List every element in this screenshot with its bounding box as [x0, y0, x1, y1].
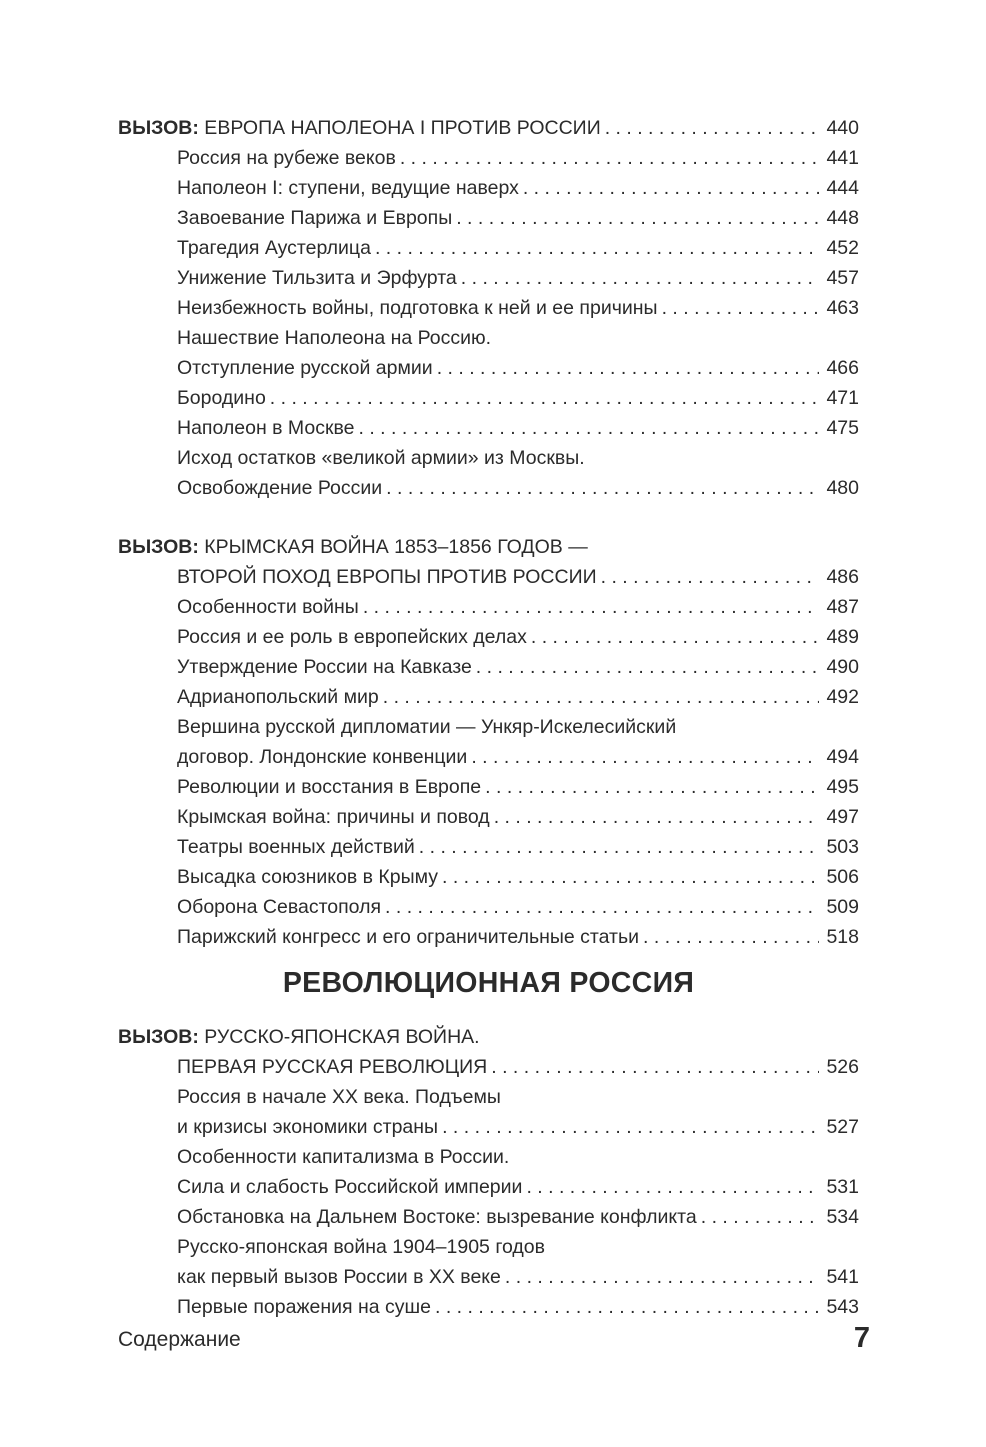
dot-leader	[531, 622, 819, 652]
toc-entry[interactable]	[118, 1262, 859, 1292]
toc-entry[interactable]	[118, 1142, 859, 1172]
toc-entry-text: РУССКО-ЯПОНСКАЯ ВОЙНА.	[198, 1026, 480, 1048]
toc-entry-title	[177, 922, 639, 952]
toc-entry[interactable]	[118, 712, 859, 742]
dot-leader	[375, 233, 819, 263]
toc-entry[interactable]	[118, 772, 859, 802]
toc-entry-title	[177, 802, 490, 832]
toc-entry-title	[177, 173, 519, 203]
toc-entry-page: 475	[826, 417, 859, 439]
toc-entry-text: Сила и слабость Российской империи	[177, 1176, 523, 1198]
toc-entry[interactable]	[118, 832, 859, 862]
toc-entry-page: 480	[826, 477, 859, 499]
toc-entry-text: Утверждение России на Кавказе	[177, 656, 472, 678]
toc-entry-text: Первые поражения на суше	[177, 1296, 431, 1318]
dot-leader	[461, 263, 819, 293]
dot-leader	[505, 1262, 819, 1292]
toc-entry-title	[177, 233, 371, 263]
toc-entry-title	[177, 772, 481, 802]
toc-entry[interactable]	[118, 532, 859, 562]
toc-entry[interactable]	[118, 622, 859, 652]
dot-leader	[701, 1202, 819, 1232]
toc-entry-title	[177, 832, 415, 862]
toc-entry-page: 526	[826, 1056, 859, 1078]
toc-entry-page: 503	[826, 836, 859, 858]
toc-entry[interactable]	[118, 203, 859, 233]
toc-entry-page: 497	[826, 806, 859, 828]
dot-leader	[419, 832, 819, 862]
toc-entry-title	[118, 532, 588, 562]
toc-entry-text: Революции и восстания в Европе	[177, 776, 482, 798]
toc-entry-title	[177, 592, 359, 622]
toc-entry-title	[177, 383, 266, 413]
toc-entry-title	[177, 1232, 545, 1262]
toc-entry[interactable]	[118, 862, 859, 892]
dot-leader	[662, 293, 819, 323]
toc-entry-text: КРЫМСКАЯ ВОЙНА 1853–1856 ГОДОВ —	[198, 536, 588, 558]
toc-entry-page: 452	[826, 237, 859, 259]
toc-section-napoleon	[118, 113, 859, 503]
toc-entry-title	[118, 113, 601, 143]
toc-entry-page: 527	[826, 1116, 859, 1138]
toc-entry[interactable]	[118, 263, 859, 293]
toc-entry[interactable]	[118, 143, 859, 173]
toc-entry[interactable]	[118, 1232, 859, 1262]
toc-entry-text: Унижение Тильзита и Эрфурта	[177, 267, 457, 289]
challenge-prefix: ВЫЗОВ:	[118, 117, 199, 139]
toc-entry-title	[177, 203, 452, 233]
toc-entry-page: 506	[826, 866, 859, 888]
toc-entry-title	[177, 143, 396, 173]
toc-entry[interactable]	[118, 892, 859, 922]
toc-entry[interactable]	[118, 1082, 859, 1112]
dot-leader	[523, 173, 819, 203]
toc-entry-page: 518	[826, 926, 859, 948]
toc-entry[interactable]	[118, 353, 859, 383]
toc-entry[interactable]	[118, 1172, 859, 1202]
challenge-prefix: ВЫЗОВ:	[118, 1026, 199, 1048]
toc-entry[interactable]	[118, 473, 859, 503]
toc-entry-page: 463	[826, 297, 859, 319]
dot-leader	[359, 413, 819, 443]
toc-entry-title	[177, 562, 597, 592]
toc-entry-page: 495	[826, 776, 859, 798]
toc-entry-page: 486	[826, 566, 859, 588]
toc-entry-text: ЕВРОПА НАПОЛЕОНА I ПРОТИВ РОССИИ	[198, 117, 601, 139]
toc-entry-title	[177, 323, 491, 353]
toc-entry-text: как первый вызов России в XX веке	[177, 1266, 501, 1288]
dot-leader	[494, 802, 819, 832]
toc-entry-title	[177, 1082, 501, 1112]
toc-entry-title	[177, 1262, 501, 1292]
dot-leader	[383, 682, 819, 712]
toc-entry-page: 448	[826, 207, 859, 229]
toc-entry-page: 457	[826, 267, 859, 289]
toc-entry-text: ВТОРОЙ ПОХОД ЕВРОПЫ ПРОТИВ РОССИИ	[177, 566, 597, 588]
toc-entry-page: 534	[826, 1206, 859, 1228]
toc-entry-title	[177, 413, 355, 443]
toc-entry-title	[177, 443, 585, 473]
dot-leader	[605, 113, 819, 143]
toc-entry-text: Нашествие Наполеона на Россию.	[177, 327, 492, 349]
toc-entry[interactable]	[118, 1022, 859, 1052]
toc-entry-title	[177, 742, 467, 772]
dot-leader	[601, 562, 819, 592]
toc-entry-page: 531	[826, 1176, 859, 1198]
toc-entry-page: 441	[826, 147, 859, 169]
toc-entry-text: Исход остатков «великой армии» из Москвы.	[177, 447, 585, 469]
toc-entry-title	[177, 1202, 697, 1232]
dot-leader	[526, 1172, 819, 1202]
toc-entry-title	[177, 892, 381, 922]
toc-entry[interactable]	[118, 233, 859, 263]
toc-entry[interactable]	[118, 682, 859, 712]
dot-leader	[485, 772, 819, 802]
running-footer-label: Содержание	[118, 1328, 241, 1351]
page-number: 7	[853, 1322, 870, 1354]
toc-entry-title	[118, 1022, 480, 1052]
toc-entry-title	[177, 862, 438, 892]
part-title: РЕВОЛЮЦИОННАЯ РОССИЯ	[282, 967, 695, 999]
challenge-prefix: ВЫЗОВ:	[118, 536, 199, 558]
toc-section-crimean-war	[118, 532, 859, 952]
toc-entry-text: Парижский конгресс и его ограничительные статьи	[177, 926, 640, 948]
toc-entry-text: Театры военных действий	[177, 836, 415, 858]
toc-entry-page: 487	[826, 596, 859, 618]
toc-entry-text: Особенности войны	[177, 596, 359, 618]
toc-entry-title	[177, 293, 658, 323]
toc-entry-text: договор. Лондонские конвенции	[177, 746, 468, 768]
toc-entry[interactable]	[118, 1052, 859, 1082]
dot-leader	[456, 203, 819, 233]
toc-entry[interactable]	[118, 383, 859, 413]
toc-entry[interactable]	[118, 1112, 859, 1142]
toc-entry-title	[177, 712, 676, 742]
toc-entry-page: 489	[826, 626, 859, 648]
dot-leader	[385, 892, 819, 922]
toc-entry-page: 471	[826, 387, 859, 409]
toc-entry-page: 543	[826, 1296, 859, 1318]
dot-leader	[442, 862, 819, 892]
toc-entry-text: Адрианопольский мир	[177, 686, 379, 708]
toc-entry[interactable]	[118, 113, 859, 143]
toc-entry-page: 440	[826, 117, 859, 139]
toc-entry-title	[177, 1292, 431, 1322]
dot-leader	[643, 922, 819, 952]
toc-entry-page: 509	[826, 896, 859, 918]
toc-entry-text: Обстановка на Дальнем Востоке: вызревание конфликта	[177, 1206, 697, 1228]
toc-entry-title	[177, 622, 527, 652]
toc-entry[interactable]	[118, 742, 859, 772]
toc-entry-title	[177, 1142, 509, 1172]
toc-entry-text: Наполеон в Москве	[177, 417, 355, 439]
toc-entry-text: Русско-японская война 1904–1905 годов	[177, 1236, 546, 1258]
toc-entry[interactable]	[118, 173, 859, 203]
toc-entry-title	[177, 1112, 438, 1142]
toc-entry-text: Трагедия Аустерлица	[177, 237, 371, 259]
toc-entry[interactable]	[118, 293, 859, 323]
toc-entry-text: Крымская война: причины и повод	[177, 806, 490, 828]
toc-entry[interactable]	[118, 323, 859, 353]
toc-entry-page: 492	[826, 686, 859, 708]
toc-entry[interactable]	[118, 652, 859, 682]
dot-leader	[270, 383, 819, 413]
toc-entry-text: Высадка союзников в Крыму	[177, 866, 439, 888]
toc-entry[interactable]	[118, 1202, 859, 1232]
toc-entry-text: ПЕРВАЯ РУССКАЯ РЕВОЛЮЦИЯ	[177, 1056, 488, 1078]
toc-entry-page: 444	[826, 177, 859, 199]
toc-entry-page: 490	[826, 656, 859, 678]
toc-entry-text: Оборона Севастополя	[177, 896, 382, 918]
toc-entry-text: Россия и ее роль в европейских делах	[177, 626, 527, 648]
toc-entry-page: 541	[826, 1266, 859, 1288]
table-of-contents	[118, 113, 859, 1322]
toc-entry-text: Бородино	[177, 387, 266, 409]
toc-entry-title	[177, 473, 382, 503]
dot-leader	[400, 143, 819, 173]
toc-entry-title	[177, 682, 379, 712]
toc-entry-text: Наполеон I: ступени, ведущие наверх	[177, 177, 519, 199]
dot-leader	[471, 742, 819, 772]
dot-leader	[435, 1292, 819, 1322]
dot-leader	[363, 592, 819, 622]
toc-entry-page: 494	[826, 746, 859, 768]
toc-entry[interactable]	[118, 802, 859, 832]
toc-entry-text: Неизбежность войны, подготовка к ней и ее причины	[177, 297, 658, 319]
toc-entry[interactable]	[118, 562, 859, 592]
toc-entry-text: Россия на рубеже веков	[177, 147, 396, 169]
toc-entry-page: 466	[826, 357, 859, 379]
toc-entry-title	[177, 652, 472, 682]
section-gap	[118, 503, 859, 532]
toc-entry-title	[177, 263, 457, 293]
toc-section-russo-japanese-war	[118, 1022, 859, 1322]
toc-entry[interactable]	[118, 922, 859, 952]
toc-entry-text: Завоевание Парижа и Европы	[177, 207, 453, 229]
toc-entry[interactable]	[118, 443, 859, 473]
toc-entry-text: Особенности капитализма в России.	[177, 1146, 510, 1168]
toc-entry-title	[177, 1052, 487, 1082]
toc-entry[interactable]	[118, 1292, 859, 1322]
toc-entry-text: и кризисы экономики страны	[177, 1116, 439, 1138]
toc-entry-text: Вершина русской дипломатии — Ункяр-Искелесийский	[177, 716, 677, 738]
toc-entry-text: Отступление русской армии	[177, 357, 433, 379]
dot-leader	[491, 1052, 819, 1082]
dot-leader	[476, 652, 819, 682]
toc-entry[interactable]	[118, 413, 859, 443]
toc-entry-title	[177, 353, 433, 383]
toc-entry-text: Освобождение России	[177, 477, 383, 499]
toc-entry-text: Россия в начале XX века. Подъемы	[177, 1086, 501, 1108]
dot-leader	[386, 473, 819, 503]
dot-leader	[442, 1112, 819, 1142]
toc-entry[interactable]	[118, 592, 859, 622]
dot-leader	[437, 353, 819, 383]
toc-entry-title	[177, 1172, 522, 1202]
